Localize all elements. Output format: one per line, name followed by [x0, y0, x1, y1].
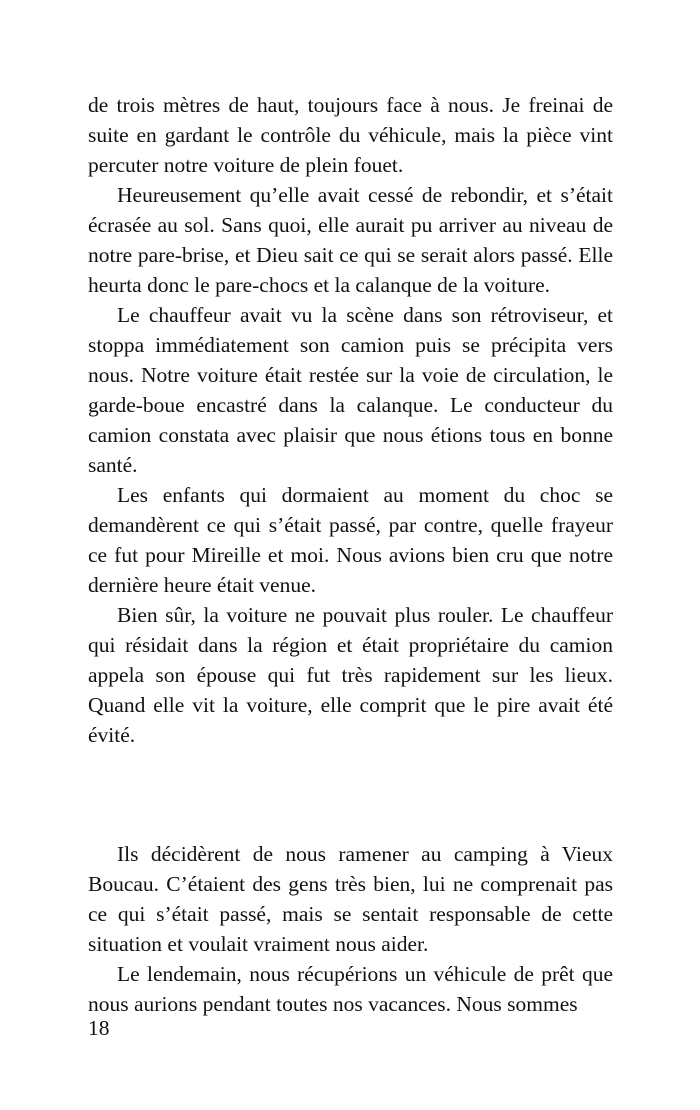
- paragraph: Les enfants qui dormaient au moment du choc se demandèrent ce qui s’était passé, par contre, quelle frayeur ce fut pour Mireille et moi. Nous avions bien cru que notre dernière heure était venue.: [88, 483, 613, 597]
- paragraph: Ils décidèrent de nous ramener au camping à Vieux Boucau. C’étaient des gens très bien, lui ne comprenait pas ce qui s’était passé, mais se sentait responsable de cette situation et voulait vraiment nous aider.: [88, 842, 613, 956]
- paragraph: Le lendemain, nous récupérions un véhicule de prêt que nous aurions pendant toutes nos vacances. Nous sommes: [88, 962, 613, 1016]
- paragraph-continuation: de trois mètres de haut, toujours face à nous. Je freinai de suite en gardant le contrôle du véhicule, mais la pièce vint percuter notre voiture de plein fouet.: [88, 93, 613, 177]
- page-number: 18: [88, 1016, 110, 1040]
- paragraph: Bien sûr, la voiture ne pouvait plus rouler. Le chauffeur qui résidait dans la région et était propriétaire du camion appela son épouse qui fut très rapidement sur les lieux. Quand elle vit la voiture, elle comprit que le pire avait été évité.: [88, 603, 613, 747]
- paragraph: Le chauffeur avait vu la scène dans son rétroviseur, et stoppa immédiatement son camion puis se précipita vers nous. Notre voiture était restée sur la voie de circulation, le garde-boue encastré dans la calanque. Le conducteur du camion constata avec plaisir que nous étions tous en bonne santé.: [88, 303, 613, 477]
- paragraph: Heureusement qu’elle avait cessé de rebondir, et s’était écrasée au sol. Sans quoi, elle aurait pu arriver au niveau de notre pare-brise, et Dieu sait ce qui se serait alors passé. Elle heurta donc le pare-chocs et la calanque de la voiture.: [88, 183, 613, 297]
- page-body: [88, 90, 613, 1019]
- section-break: [88, 750, 613, 839]
